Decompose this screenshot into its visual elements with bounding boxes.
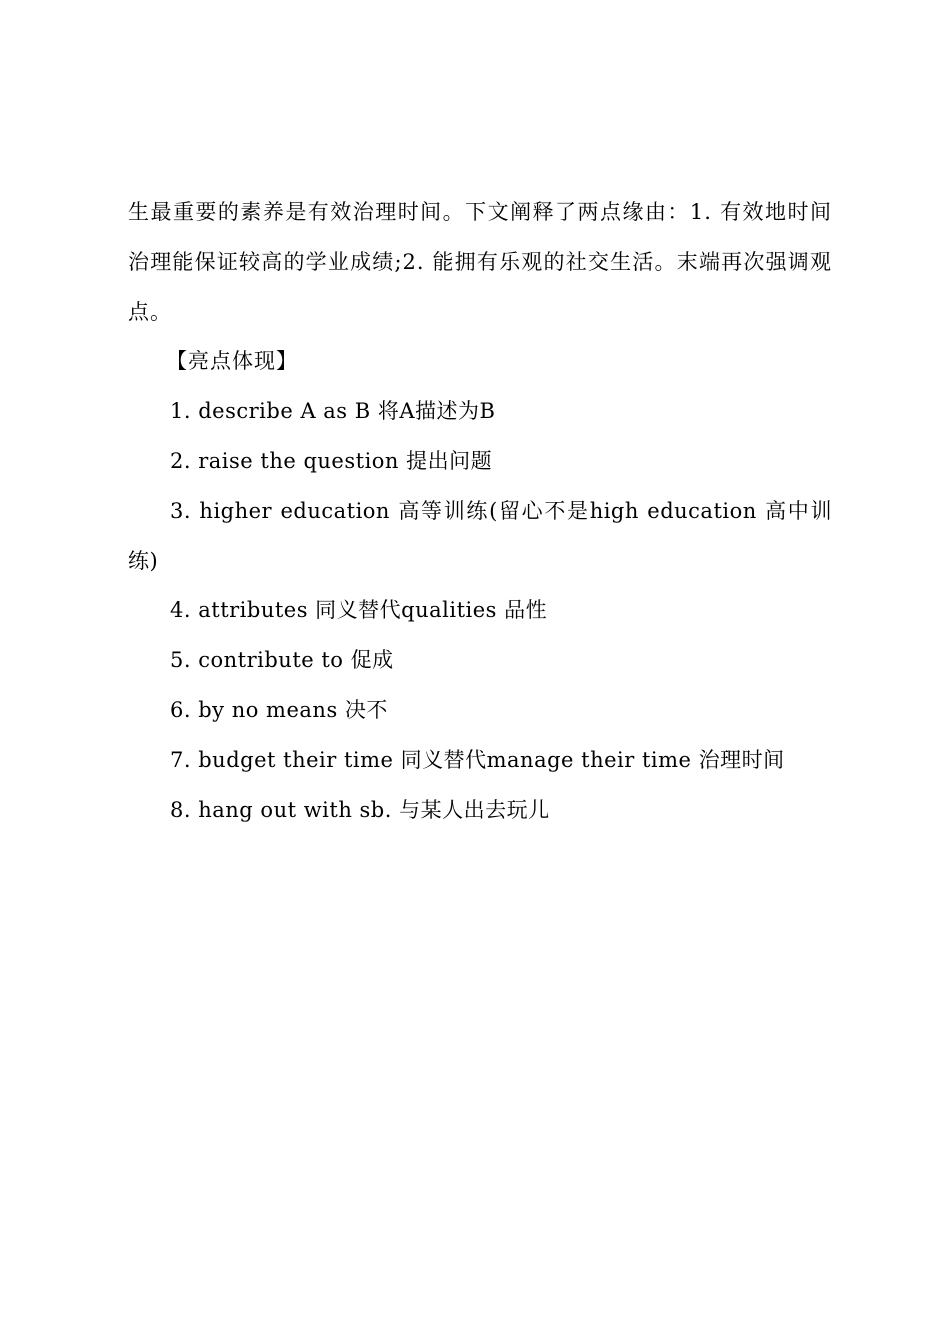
list-item-number: 4.: [170, 598, 192, 623]
highlights-list: [128, 387, 832, 835]
list-item-text: hang out with sb. 与某人出去玩儿: [198, 797, 550, 822]
list-item: [128, 636, 832, 686]
list-item-number: 3.: [170, 498, 192, 523]
list-item-text: describe A as B 将A描述为B: [198, 399, 496, 424]
list-item-number: 8.: [170, 797, 192, 822]
list-item: [128, 786, 832, 836]
list-item-number: 7.: [170, 747, 192, 772]
list-item-text: budget their time 同义替代manage their time 治理时间: [198, 747, 785, 772]
list-item: [128, 487, 832, 587]
list-item-number: 6.: [170, 697, 192, 722]
list-item-text: contribute to 促成: [198, 648, 394, 673]
list-item: [128, 736, 832, 786]
list-item-text: raise the question 提出问题: [198, 448, 493, 473]
list-item: [128, 387, 832, 437]
list-item-number: 2.: [170, 448, 192, 473]
list-item-text: by no means 决不: [198, 697, 388, 722]
list-item-text: attributes 同义替代qualities 品性: [198, 598, 548, 623]
list-item-text: higher education 高等训练(留心不是high education 高中训练): [128, 498, 832, 573]
intro-paragraph: 生最重要的素养是有效治理时间。下文阐释了两点缘由：1. 有效地时间治理能保证较高的学业成绩;2. 能拥有乐观的社交生活。末端再次强调观点。: [128, 200, 832, 324]
list-item: [128, 586, 832, 636]
document-body: [128, 188, 832, 835]
highlights-heading: 【亮点体现】: [166, 349, 298, 374]
list-item: [128, 437, 832, 487]
list-item-number: 5.: [170, 648, 192, 673]
list-item: [128, 686, 832, 736]
list-item-number: 1.: [170, 399, 192, 424]
